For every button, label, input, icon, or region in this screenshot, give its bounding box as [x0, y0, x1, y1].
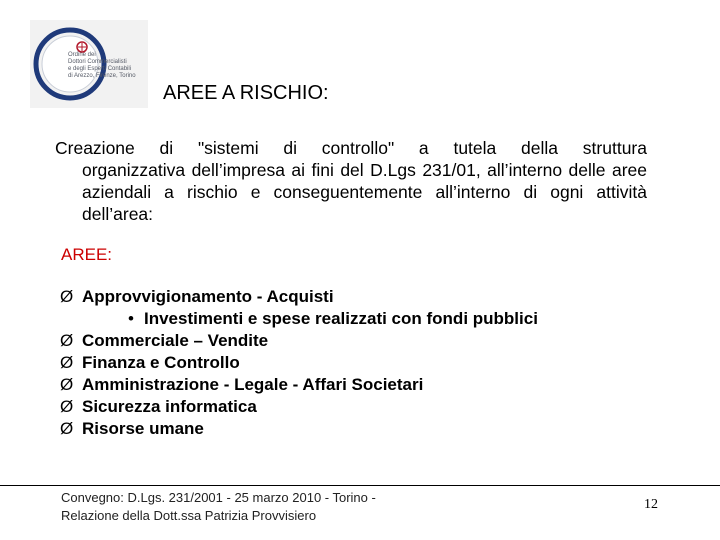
list-item-label: Commerciale – Vendite — [82, 331, 269, 350]
footer-text — [61, 489, 376, 525]
footer-divider — [0, 485, 720, 486]
list-item — [60, 396, 538, 418]
list-item — [60, 352, 538, 374]
list-item-label: Risorse umane — [82, 419, 204, 438]
footer-line: Convegno: D.Lgs. 231/2001 - 25 marzo 2010 - Torino - — [61, 490, 376, 505]
arrow-bullet-icon: Ø — [60, 287, 74, 306]
list-item — [60, 418, 538, 440]
bullet-icon: • — [128, 309, 134, 328]
logo-line: e degli Esperti Contabili — [68, 66, 132, 72]
logo-text — [68, 52, 148, 80]
list-item — [60, 286, 538, 308]
list-item-label: Amministrazione - Legale - Affari Societari — [82, 375, 424, 394]
arrow-bullet-icon: Ø — [60, 331, 74, 350]
slide-title: AREE A RISCHIO: — [163, 82, 329, 104]
logo-line: Ordine dei — [68, 52, 96, 58]
list-item-label: Finanza e Controllo — [82, 353, 240, 372]
list-item-label: Sicurezza informatica — [82, 397, 257, 416]
logo — [30, 20, 148, 108]
arrow-bullet-icon: Ø — [60, 353, 74, 372]
logo-line: di Arezzo, Firenze, Torino — [68, 73, 136, 79]
list-item-label: Approvvigionamento - Acquisti — [82, 287, 334, 306]
intro-first-line: Creazione di "sistemi di controllo" a tutela della struttura — [55, 138, 647, 158]
logo-line: Dottori Commercialisti — [68, 59, 127, 65]
arrow-bullet-icon: Ø — [60, 419, 74, 438]
page-number: 12 — [644, 497, 658, 512]
areas-list — [60, 286, 538, 440]
areas-label: AREE: — [61, 245, 113, 264]
footer-line: Relazione della Dott.ssa Patrizia Provvisiero — [61, 508, 317, 523]
intro-continuation: organizzativa dell’impresa ai fini del D.Lgs 231/01, all’interno delle aree aziendali a rischio e conseguentemente all’interno di ogni attività dell’area: — [82, 160, 647, 224]
list-item — [60, 330, 538, 352]
list-item — [60, 374, 538, 396]
arrow-bullet-icon: Ø — [60, 375, 74, 394]
arrow-bullet-icon: Ø — [60, 397, 74, 416]
sub-list-item — [60, 308, 538, 330]
intro-paragraph — [55, 137, 647, 225]
sub-list-item-label: Investimenti e spese realizzati con fondi pubblici — [144, 309, 538, 328]
